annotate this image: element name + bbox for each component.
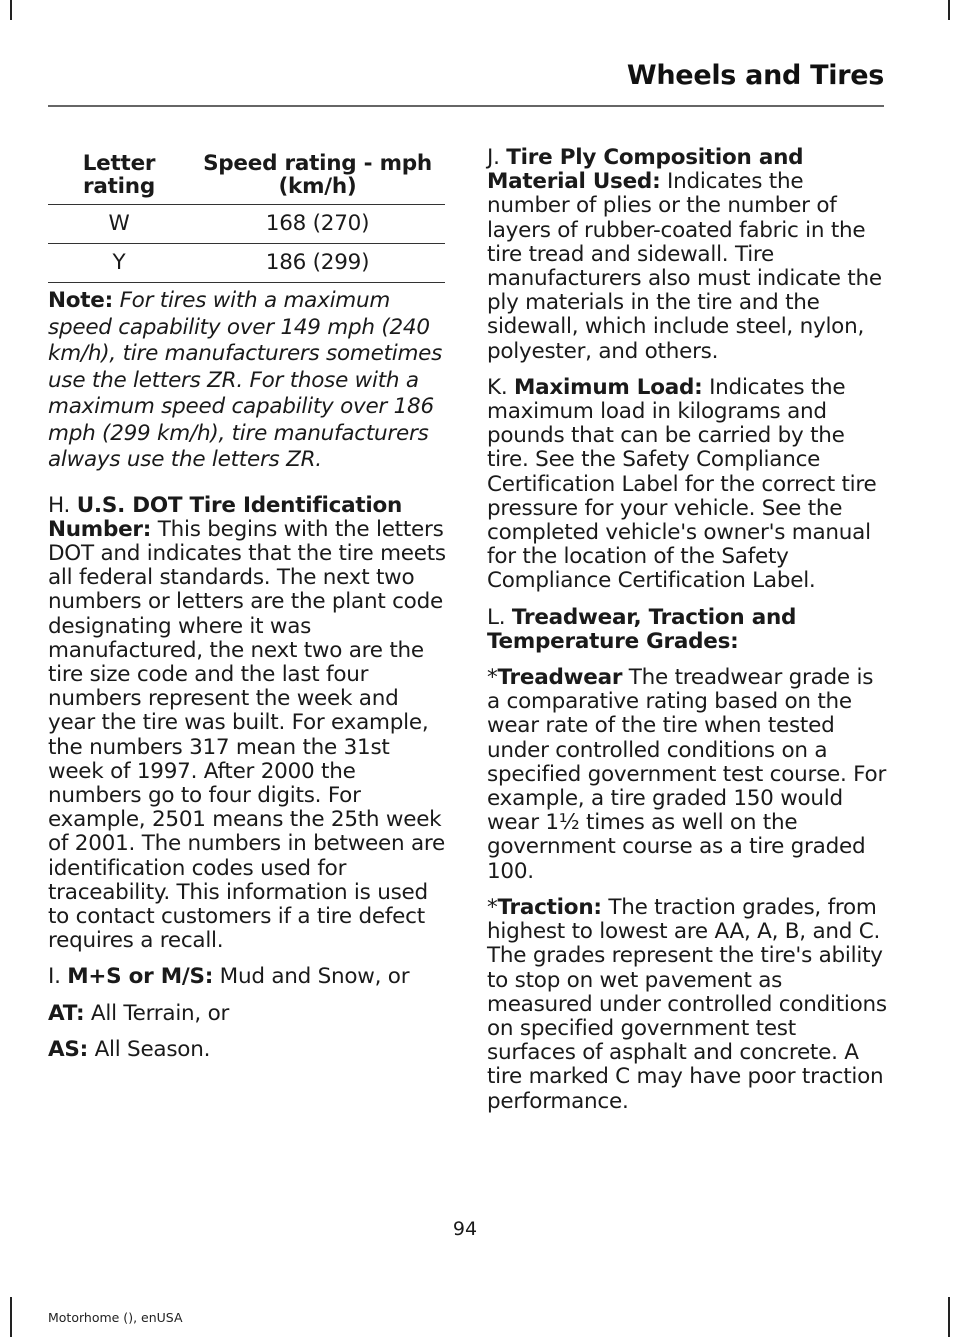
table-cell-speed: 186 (299) <box>190 244 445 283</box>
section-traction <box>487 896 887 1114</box>
section-treadwear-text: The treadwear grade is a comparative rating based on the wear rate of the tire when tested under controlled conditions on a specified government test course. For example, a tire graded 150 would wear 1½ times as well on the government course as a tire graded 100. <box>487 665 887 884</box>
section-l <box>487 606 887 654</box>
table-cell-letter: W <box>48 205 190 244</box>
section-k-text: Indicates the maximum load in kilograms and pounds that can be carried by the tire. See the Safety Compliance Certification Label for the correct tire pressure for your vehicle. See the completed vehicle's owner's manual for the location of the Safety Compliance Certification Label. <box>487 374 877 594</box>
left-column <box>48 146 448 1062</box>
section-k-prefix: K. <box>487 374 515 400</box>
section-i-label: M+S or M/S: <box>67 964 214 990</box>
section-l-label: Treadwear, Traction and Temperature Grades: <box>487 604 797 654</box>
header-divider <box>48 105 884 107</box>
section-at-text: All Terrain, or <box>84 1000 230 1026</box>
page-number: 94 <box>452 1218 478 1240</box>
crop-mark-bottom-left <box>10 1297 12 1337</box>
section-h-label: U.S. DOT Tire Identification Number: <box>48 492 403 542</box>
section-k-label: Maximum Load: <box>514 374 703 400</box>
section-i <box>48 965 448 989</box>
section-h-prefix: H. <box>48 492 77 518</box>
section-j-prefix: J. <box>487 145 507 170</box>
section-as-label: AS: <box>48 1036 88 1062</box>
table-row <box>48 244 445 283</box>
crop-mark-top-left <box>10 0 12 20</box>
section-as-text: All Season. <box>87 1036 211 1062</box>
section-traction-prefix: * <box>487 894 498 920</box>
section-at <box>48 1002 448 1026</box>
section-treadwear-prefix: * <box>487 665 498 691</box>
section-i-text: Mud and Snow, or <box>213 964 410 990</box>
table-header-row <box>48 146 445 205</box>
section-traction-text: The traction grades, from highest to lowest are AA, A, B, and C. The grades represent the tire's ability to stop on wet pavement as measured under controlled conditions on specified government test surfaces of asphalt and concrete. A tire marked C may have poor traction performance. <box>487 894 887 1114</box>
section-at-label: AT: <box>48 1000 85 1026</box>
speed-rating-table <box>48 146 445 283</box>
section-j-text: Indicates the number of plies or the number of layers of rubber-coated fabric in the tire tread and sidewall. Tire manufacturers also must indicate the ply materials in the tire and the sidewall, which include steel, nylon, polyester, and others. <box>487 169 882 364</box>
note-text: For tires with a maximum speed capability over 149 mph (240 km/h), tire manufacturers sometimes use the letters ZR. For those with a maximum speed capability over 186 mph (299 km/h), tire manufacturers always use the letters ZR. <box>48 288 443 472</box>
section-i-prefix: I. <box>48 964 68 990</box>
section-k <box>487 376 887 594</box>
section-h-text: This begins with the letters DOT and indicates that the tire meets all federal standards. The next two numbers or letters are the plant code designating where it was manufactured, the next two are the tire size code and the last four numbers represent the week and year the tire was built. For example, the numbers 317 mean the 31st week of 1997. After 2000 the numbers go to four digits. For example, 2501 means the 25th week of 2001. The numbers in between are identification codes used for traceability. This information is used to contact customers if a tire defect requires a recall. <box>48 516 446 954</box>
section-as <box>48 1038 448 1062</box>
table-cell-letter: Y <box>48 244 190 283</box>
crop-mark-bottom-right <box>948 1297 950 1337</box>
section-j <box>487 146 887 364</box>
table-row <box>48 205 445 244</box>
table-header-letter: Letter rating <box>48 146 190 205</box>
note-paragraph <box>48 288 448 474</box>
note-label: Note: <box>48 288 113 313</box>
crop-mark-top-right <box>948 0 950 20</box>
section-traction-label: Traction: <box>497 894 602 920</box>
document-id: Motorhome (), enUSA <box>48 1310 183 1325</box>
table-cell-speed: 168 (270) <box>190 205 445 244</box>
page-title: Wheels and Tires <box>626 60 884 91</box>
section-j-label: Tire Ply Composition and Material Used: <box>487 145 804 195</box>
section-l-prefix: L. <box>487 604 512 630</box>
right-column <box>487 146 887 1114</box>
section-treadwear-label: Treadwear <box>497 665 623 691</box>
section-treadwear <box>487 666 887 884</box>
table-header-speed: Speed rating - mph (km/h) <box>190 146 445 205</box>
section-h <box>48 494 448 954</box>
